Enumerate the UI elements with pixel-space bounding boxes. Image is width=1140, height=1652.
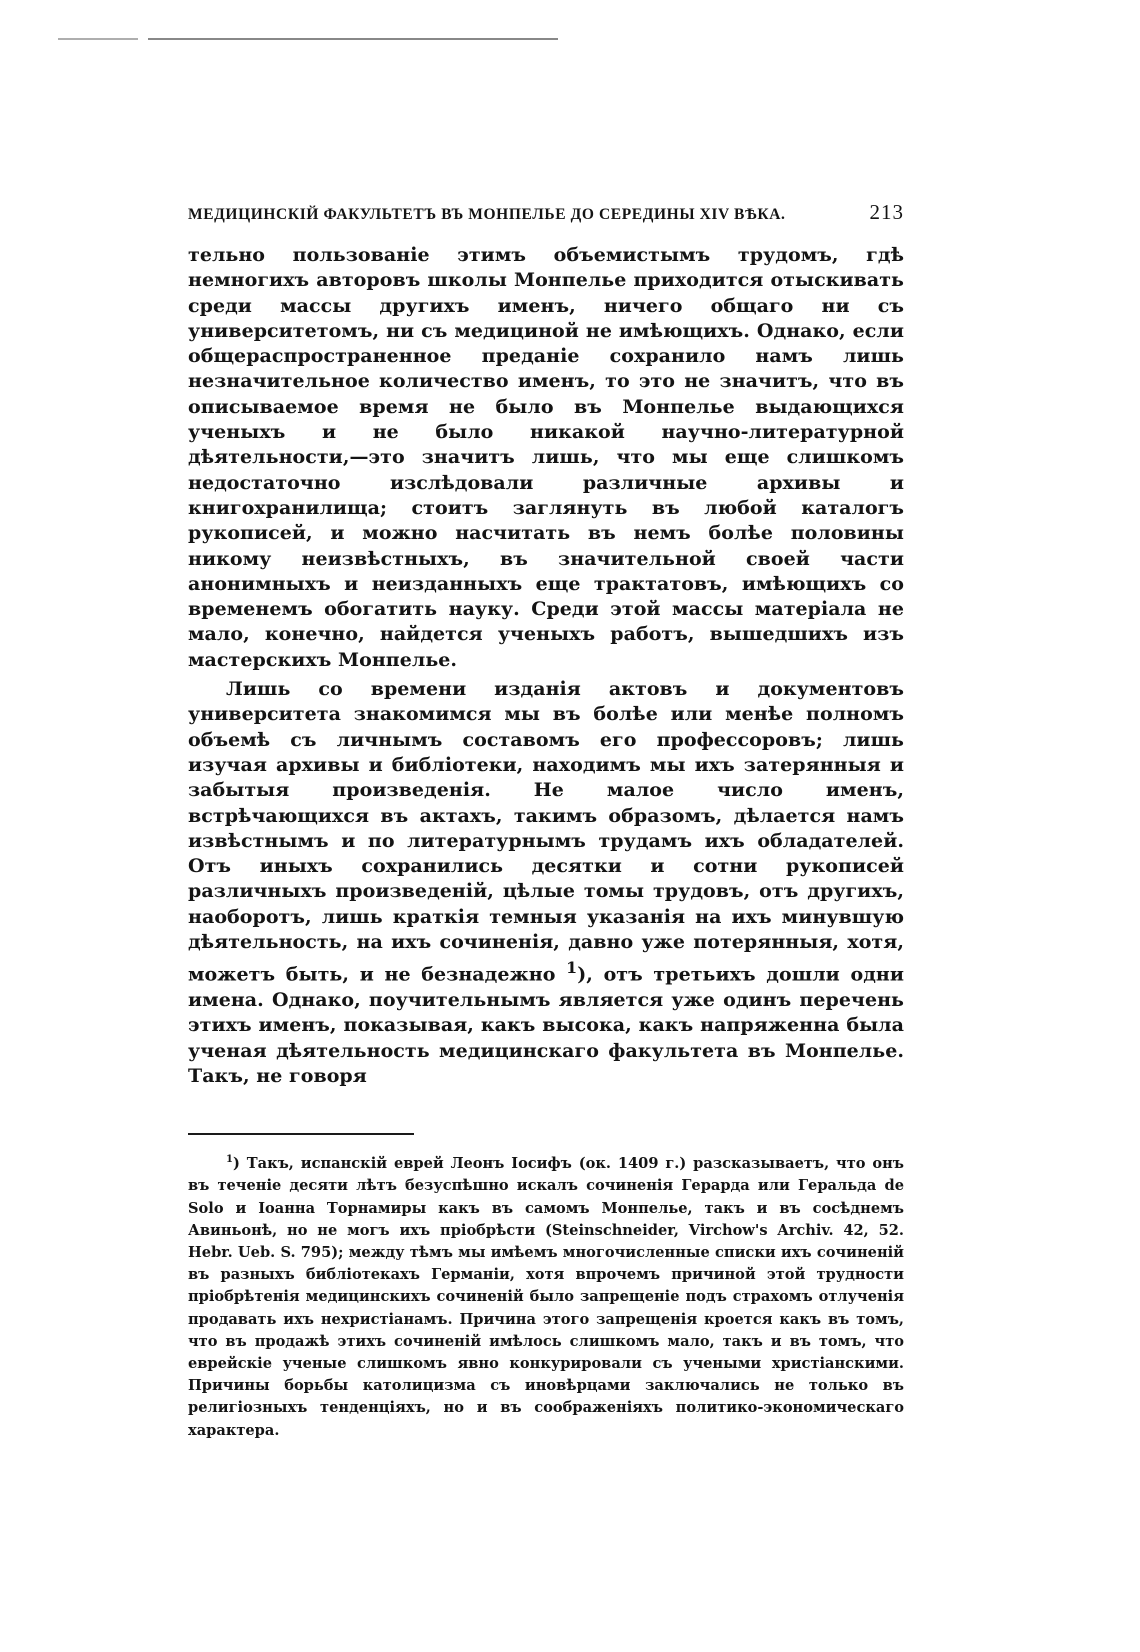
paragraph-2-text-end: ), отъ третьихъ дошли одни имена. Однако, поучительнымъ является уже одинъ перечень этихъ именъ, показывая, какъ высока, какъ напряженна была ученая дѣятельность медицинскаго факультета въ Монпелье. Такъ, не говоря bbox=[188, 963, 905, 1087]
page-number: 213 bbox=[869, 200, 904, 224]
body-text bbox=[188, 243, 904, 1089]
paragraph-2 bbox=[188, 677, 904, 1089]
footnote-divider bbox=[188, 1133, 414, 1135]
scan-edge-line bbox=[58, 38, 558, 40]
paragraph-1: тельно пользованіе этимъ объемистымъ трудомъ, гдѣ немногихъ авторовъ школы Монпелье приходится отыскивать среди массы другихъ именъ, ничего общаго ни съ университетомъ, ни съ медициной не имѣющихъ. Однако, если общераспространенное преданіе сохранило намъ лишь незначительное количество именъ, то это не значитъ, что въ описываемое время не было въ Монпелье выдающихся ученыхъ и не было никакой научно-литературной дѣятельности,—это значитъ лишь, что мы еще слишкомъ недостаточно изслѣдовали различные архивы и книгохранилища; стоитъ заглянуть въ любой каталогъ рукописей, и можно насчитать въ немъ болѣе половины никому неизвѣстныхъ, въ значительной своей части анонимныхъ и неизданныхъ еще трактатовъ, имѣющихъ со временемъ обогатить науку. Среди этой массы матеріала не мало, конечно, найдется ученыхъ работъ, вышедшихъ изъ мастерскихъ Монпелье. bbox=[188, 244, 904, 671]
footnote bbox=[188, 1153, 904, 1442]
paragraph-2-text-start: Лишь со времени изданія актовъ и документовъ университета знакомимся мы въ болѣе или менѣе полномъ объемѣ съ личнымъ составомъ его профессоровъ; лишь изучая архивы и библіотеки, находимъ мы ихъ затерянныя и забытыя произведенія. Не малое число именъ, встрѣчающихся въ актахъ, такимъ образомъ, дѣлается намъ извѣстнымъ и по литературнымъ трудамъ ихъ обладателей. Отъ иныхъ сохранились десятки и сотни рукописей различныхъ произведеній, цѣлые томы трудовъ, отъ другихъ, наоборотъ, лишь краткія темныя указанія на ихъ минувшую дѣятельность, на ихъ сочиненія, давно уже потерянныя, хотя, можетъ быть, и не безнадежно bbox=[188, 678, 904, 986]
running-head-title: МЕДИЦИНСКІЙ ФАКУЛЬТЕТЪ ВЪ МОНПЕЛЬЕ ДО СЕРЕДИНЫ XIV ВѢКА. bbox=[188, 206, 786, 223]
footnote-body: ) Такъ, испанскій еврей Леонъ Іосифъ (ок. 1409 г.) разсказываетъ, что онъ въ теченіе десяти лѣтъ безуспѣшно искалъ сочиненія Герарда или Геральда de Solo и Іоанна Торнамиры какъ въ самомъ Монпелье, такъ и въ сосѣднемъ Авиньонѣ, но не могъ ихъ пріобрѣсти (Steinschneider, Virchow's Archiv. 42, 52. Hebr. Ueb. S. 795); между тѣмъ мы имѣемъ многочисленные списки ихъ сочиненій въ разныхъ библіотекахъ Германіи, хотя впрочемъ причиной этой трудности пріобрѣтенія медицинскихъ сочиненій было запрещеніе подъ страхомъ отлученія продавать ихъ нехристіанамъ. Причина этого запрещенія кроется какъ въ томъ, что въ продажѣ этихъ сочиненій имѣлось слишкомъ мало, такъ и въ томъ, что еврейскіе ученые слишкомъ явно конкурировали съ учеными христіанскими. Причины борьбы католицизма съ иновѣрцами заключались не только въ религіозныхъ тенденціяхъ, но и въ соображеніяхъ политико-экономическаго характера. bbox=[188, 1155, 904, 1439]
footnote-text bbox=[188, 1153, 904, 1442]
book-page bbox=[188, 200, 904, 1442]
running-head bbox=[188, 200, 904, 225]
footnote-marker: 1 bbox=[226, 1154, 233, 1166]
footnote-reference: 1 bbox=[566, 958, 578, 978]
